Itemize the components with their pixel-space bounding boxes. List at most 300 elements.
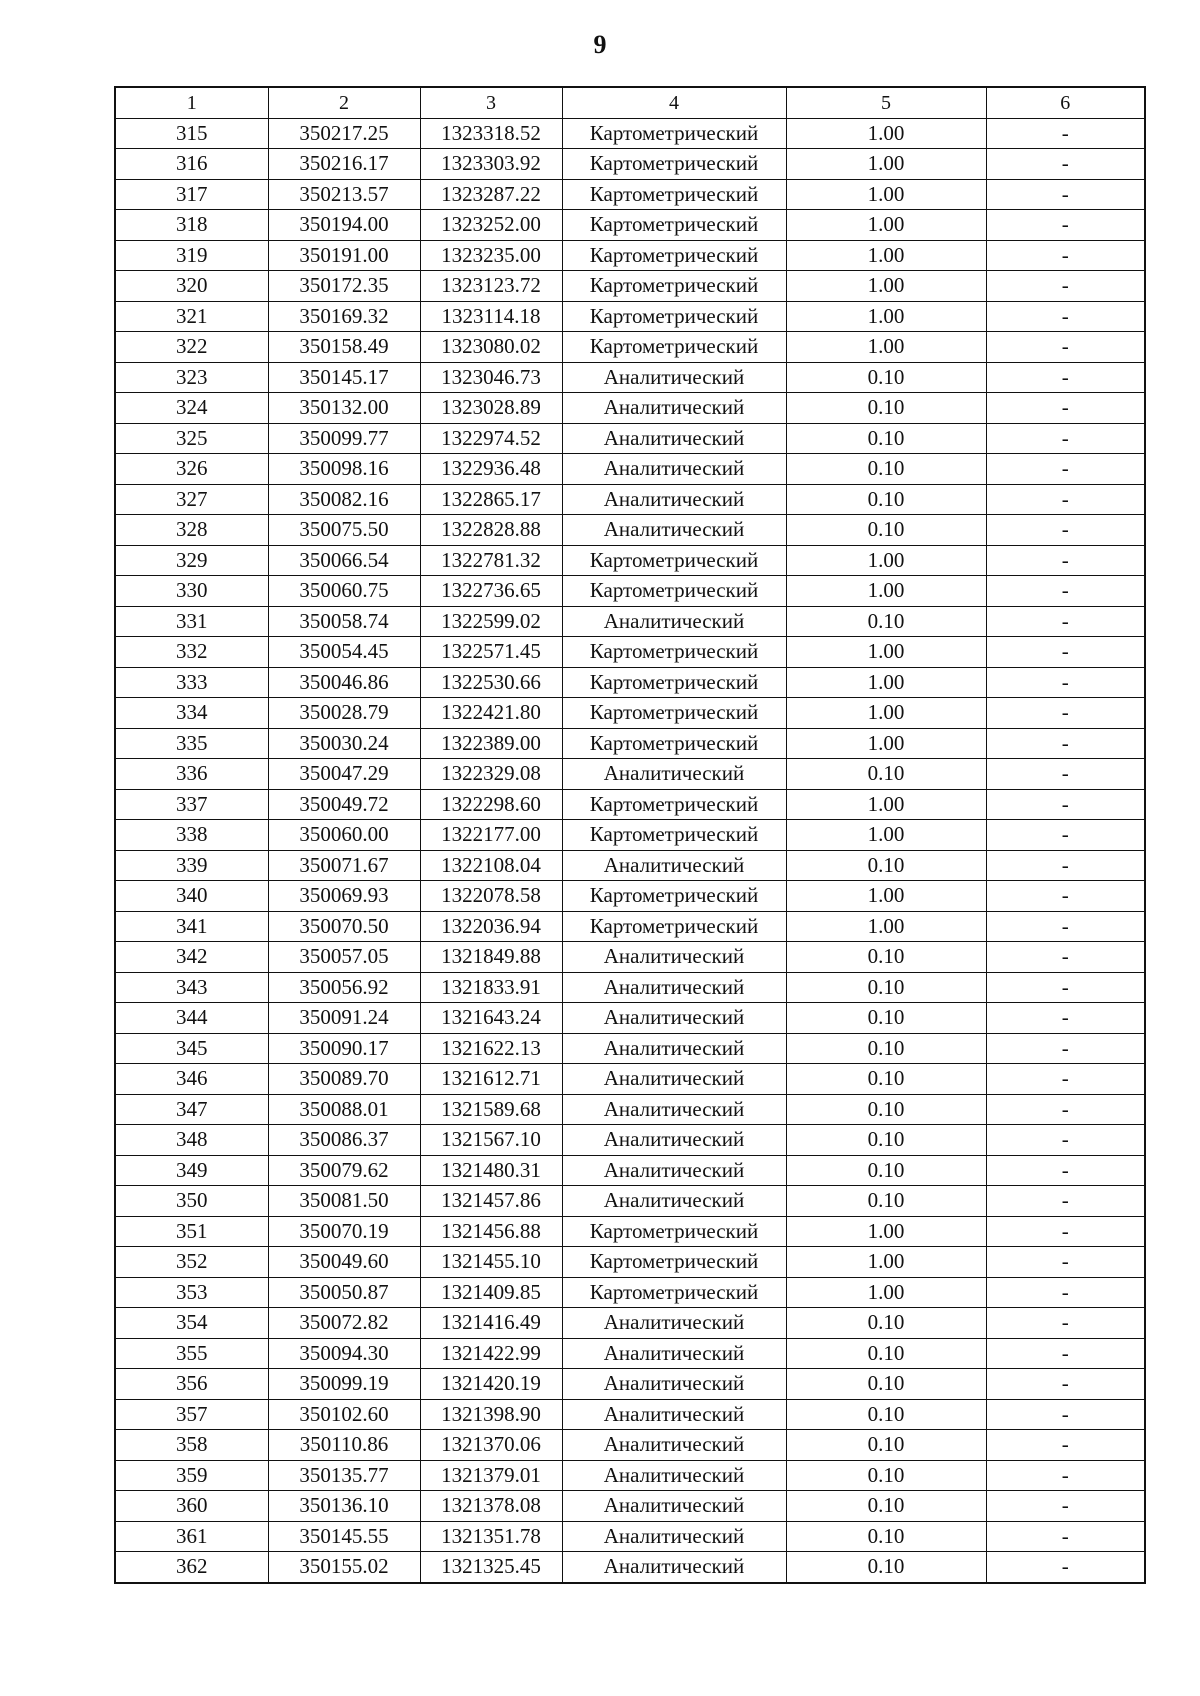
table-cell-col-2: 350155.02 [268,1552,420,1583]
table-cell-col-3: 1321422.99 [420,1338,562,1369]
table-cell-col-1: 345 [115,1033,268,1064]
table-cell-col-3: 1323080.02 [420,332,562,363]
table-cell-col-1: 323 [115,362,268,393]
table-cell-col-6: - [986,881,1145,912]
table-cell-col-4: Аналитический [562,362,786,393]
table-cell-col-5: 1.00 [786,301,986,332]
table-cell-col-4: Картометрический [562,1277,786,1308]
table-cell-col-3: 1322530.66 [420,667,562,698]
table-cell-col-6: - [986,850,1145,881]
table-cell-col-3: 1321643.24 [420,1003,562,1034]
table-row [115,1064,1145,1095]
table-cell-col-4: Картометрический [562,1216,786,1247]
table-cell-col-6: - [986,454,1145,485]
table-cell-col-3: 1321833.91 [420,972,562,1003]
table-cell-col-6: - [986,972,1145,1003]
table-cell-col-2: 350099.77 [268,423,420,454]
table-cell-col-5: 1.00 [786,118,986,149]
table-cell-col-2: 350081.50 [268,1186,420,1217]
table-cell-col-2: 350191.00 [268,240,420,271]
column-header-4: 4 [562,87,786,118]
table-cell-col-2: 350135.77 [268,1460,420,1491]
table-cell-col-4: Картометрический [562,118,786,149]
table-cell-col-3: 1322177.00 [420,820,562,851]
table-row [115,515,1145,546]
table-cell-col-5: 1.00 [786,789,986,820]
table-cell-col-3: 1321612.71 [420,1064,562,1095]
table-cell-col-6: - [986,1399,1145,1430]
table-cell-col-4: Аналитический [562,1491,786,1522]
table-cell-col-1: 319 [115,240,268,271]
table-cell-col-4: Картометрический [562,698,786,729]
table-body [115,118,1145,1583]
table-row [115,1491,1145,1522]
table-cell-col-2: 350066.54 [268,545,420,576]
table-cell-col-4: Картометрический [562,881,786,912]
table-cell-col-3: 1323028.89 [420,393,562,424]
table-row [115,728,1145,759]
table-cell-col-3: 1322298.60 [420,789,562,820]
table-cell-col-1: 332 [115,637,268,668]
table-cell-col-4: Аналитический [562,1155,786,1186]
table-cell-col-5: 0.10 [786,1155,986,1186]
table-cell-col-1: 341 [115,911,268,942]
column-header-1: 1 [115,87,268,118]
table-cell-col-6: - [986,576,1145,607]
table-cell-col-3: 1323303.92 [420,149,562,180]
table-row [115,149,1145,180]
table-row [115,118,1145,149]
table-cell-col-6: - [986,637,1145,668]
table-cell-col-2: 350216.17 [268,149,420,180]
table-cell-col-2: 350194.00 [268,210,420,241]
table-cell-col-6: - [986,1155,1145,1186]
table-cell-col-5: 1.00 [786,728,986,759]
table-cell-col-6: - [986,210,1145,241]
table-cell-col-3: 1321398.90 [420,1399,562,1430]
table-cell-col-3: 1322571.45 [420,637,562,668]
table-cell-col-2: 350102.60 [268,1399,420,1430]
table-cell-col-4: Аналитический [562,454,786,485]
table-cell-col-3: 1322329.08 [420,759,562,790]
table-cell-col-3: 1323252.00 [420,210,562,241]
table-cell-col-2: 350213.57 [268,179,420,210]
table-cell-col-6: - [986,1125,1145,1156]
table-cell-col-3: 1323114.18 [420,301,562,332]
table-row [115,1552,1145,1583]
table-row [115,332,1145,363]
table-cell-col-3: 1322828.88 [420,515,562,546]
table-cell-col-2: 350070.50 [268,911,420,942]
table-cell-col-6: - [986,1247,1145,1278]
table-cell-col-4: Картометрический [562,240,786,271]
table-cell-col-5: 1.00 [786,637,986,668]
table-cell-col-4: Аналитический [562,1369,786,1400]
table-cell-col-3: 1321378.08 [420,1491,562,1522]
table-cell-col-4: Картометрический [562,728,786,759]
table-cell-col-2: 350060.75 [268,576,420,607]
table-row [115,1277,1145,1308]
table-row [115,1369,1145,1400]
table-cell-col-1: 355 [115,1338,268,1369]
table-cell-col-3: 1321351.78 [420,1521,562,1552]
table-cell-col-1: 318 [115,210,268,241]
table-row [115,301,1145,332]
table-cell-col-4: Картометрический [562,545,786,576]
table-cell-col-5: 1.00 [786,576,986,607]
table-cell-col-1: 360 [115,1491,268,1522]
table-cell-col-4: Аналитический [562,1399,786,1430]
table-cell-col-5: 1.00 [786,545,986,576]
table-cell-col-6: - [986,1003,1145,1034]
table-cell-col-1: 334 [115,698,268,729]
table-row [115,576,1145,607]
table-row [115,850,1145,881]
table-row [115,362,1145,393]
table-cell-col-4: Картометрический [562,576,786,607]
table-row [115,423,1145,454]
table-cell-col-1: 346 [115,1064,268,1095]
table-row [115,1125,1145,1156]
table-cell-col-1: 335 [115,728,268,759]
table-cell-col-1: 352 [115,1247,268,1278]
table-cell-col-4: Аналитический [562,1094,786,1125]
table-cell-col-3: 1322865.17 [420,484,562,515]
table-cell-col-6: - [986,393,1145,424]
table-cell-col-5: 1.00 [786,667,986,698]
table-row [115,698,1145,729]
table-row [115,1033,1145,1064]
table-cell-col-4: Картометрический [562,789,786,820]
table-cell-col-6: - [986,362,1145,393]
table-row [115,1094,1145,1125]
table-cell-col-2: 350058.74 [268,606,420,637]
table-cell-col-1: 317 [115,179,268,210]
table-cell-col-4: Картометрический [562,179,786,210]
table-row [115,637,1145,668]
table-cell-col-4: Картометрический [562,667,786,698]
table-cell-col-5: 1.00 [786,911,986,942]
table-cell-col-1: 348 [115,1125,268,1156]
table-cell-col-5: 0.10 [786,1460,986,1491]
table-cell-col-5: 0.10 [786,1308,986,1339]
table-cell-col-6: - [986,1552,1145,1583]
table-cell-col-2: 350079.62 [268,1155,420,1186]
table-cell-col-5: 1.00 [786,240,986,271]
table-cell-col-3: 1321589.68 [420,1094,562,1125]
table-cell-col-5: 0.10 [786,1338,986,1369]
table-cell-col-5: 1.00 [786,881,986,912]
table-cell-col-1: 343 [115,972,268,1003]
table-cell-col-4: Аналитический [562,1033,786,1064]
table-cell-col-5: 0.10 [786,454,986,485]
table-cell-col-1: 361 [115,1521,268,1552]
table-cell-col-6: - [986,820,1145,851]
table-cell-col-3: 1321420.19 [420,1369,562,1400]
table-cell-col-5: 0.10 [786,515,986,546]
table-cell-col-2: 350050.87 [268,1277,420,1308]
table-row [115,271,1145,302]
table-cell-col-6: - [986,1033,1145,1064]
table-cell-col-5: 0.10 [786,1125,986,1156]
table-cell-col-1: 330 [115,576,268,607]
table-cell-col-5: 1.00 [786,332,986,363]
table-cell-col-3: 1321455.10 [420,1247,562,1278]
table-cell-col-1: 336 [115,759,268,790]
table-cell-col-1: 337 [115,789,268,820]
table-cell-col-6: - [986,332,1145,363]
table-cell-col-5: 0.10 [786,606,986,637]
table-cell-col-4: Картометрический [562,332,786,363]
table-cell-col-1: 350 [115,1186,268,1217]
table-row [115,820,1145,851]
table-cell-col-6: - [986,515,1145,546]
table-cell-col-6: - [986,606,1145,637]
table-cell-col-4: Картометрический [562,301,786,332]
table-cell-col-4: Картометрический [562,210,786,241]
table-cell-col-5: 0.10 [786,1094,986,1125]
table-cell-col-4: Аналитический [562,1003,786,1034]
table-cell-col-1: 347 [115,1094,268,1125]
table-cell-col-4: Аналитический [562,1308,786,1339]
table-cell-col-2: 350069.93 [268,881,420,912]
table-cell-col-4: Аналитический [562,1186,786,1217]
table-cell-col-1: 353 [115,1277,268,1308]
table-cell-col-6: - [986,698,1145,729]
table-cell-col-5: 0.10 [786,759,986,790]
table-cell-col-2: 350049.60 [268,1247,420,1278]
table-cell-col-2: 350110.86 [268,1430,420,1461]
table-cell-col-4: Аналитический [562,606,786,637]
table-cell-col-1: 351 [115,1216,268,1247]
table-cell-col-1: 327 [115,484,268,515]
table-cell-col-5: 0.10 [786,484,986,515]
table-row [115,484,1145,515]
table-row [115,759,1145,790]
column-header-2: 2 [268,87,420,118]
table-cell-col-5: 0.10 [786,1064,986,1095]
table-cell-col-3: 1322974.52 [420,423,562,454]
table-cell-col-6: - [986,1521,1145,1552]
table-cell-col-5: 0.10 [786,1552,986,1583]
table-cell-col-6: - [986,1369,1145,1400]
table-row [115,1186,1145,1217]
table-row [115,179,1145,210]
table-cell-col-6: - [986,271,1145,302]
table-cell-col-4: Аналитический [562,1552,786,1583]
table-cell-col-4: Аналитический [562,484,786,515]
table-cell-col-4: Аналитический [562,1338,786,1369]
table-cell-col-6: - [986,1064,1145,1095]
table-cell-col-2: 350070.19 [268,1216,420,1247]
table-row [115,942,1145,973]
table-cell-col-3: 1323318.52 [420,118,562,149]
table-cell-col-1: 316 [115,149,268,180]
table-cell-col-6: - [986,1338,1145,1369]
table-cell-col-5: 0.10 [786,1003,986,1034]
table-cell-col-4: Картометрический [562,271,786,302]
table-cell-col-1: 356 [115,1369,268,1400]
table-row [115,1216,1145,1247]
table-cell-col-1: 354 [115,1308,268,1339]
table-cell-col-4: Аналитический [562,515,786,546]
table-cell-col-1: 328 [115,515,268,546]
table-cell-col-2: 350082.16 [268,484,420,515]
table-cell-col-1: 324 [115,393,268,424]
table-cell-col-2: 350072.82 [268,1308,420,1339]
table-cell-col-2: 350086.37 [268,1125,420,1156]
table-cell-col-2: 350145.55 [268,1521,420,1552]
table-cell-col-5: 1.00 [786,1277,986,1308]
table-cell-col-5: 0.10 [786,972,986,1003]
table-cell-col-1: 322 [115,332,268,363]
table-cell-col-2: 350056.92 [268,972,420,1003]
table-cell-col-6: - [986,240,1145,271]
table-cell-col-4: Картометрический [562,911,786,942]
table-cell-col-3: 1322421.80 [420,698,562,729]
table-cell-col-5: 1.00 [786,149,986,180]
table-row [115,545,1145,576]
table-cell-col-6: - [986,1460,1145,1491]
table-cell-col-5: 0.10 [786,1399,986,1430]
table-cell-col-3: 1322389.00 [420,728,562,759]
page-number: 9 [593,30,607,59]
table-cell-col-1: 349 [115,1155,268,1186]
table-cell-col-3: 1322936.48 [420,454,562,485]
table-cell-col-4: Аналитический [562,850,786,881]
table-cell-col-1: 338 [115,820,268,851]
table-row [115,911,1145,942]
table-cell-col-3: 1321370.06 [420,1430,562,1461]
table-cell-col-4: Аналитический [562,1430,786,1461]
table-cell-col-6: - [986,1216,1145,1247]
table-cell-col-6: - [986,423,1145,454]
table-cell-col-5: 1.00 [786,179,986,210]
table-cell-col-4: Аналитический [562,1460,786,1491]
table-cell-col-6: - [986,484,1145,515]
table-cell-col-3: 1322736.65 [420,576,562,607]
table-cell-col-5: 1.00 [786,1216,986,1247]
table-cell-col-2: 350075.50 [268,515,420,546]
table-cell-col-1: 320 [115,271,268,302]
table-cell-col-4: Аналитический [562,1521,786,1552]
table-cell-col-3: 1321622.13 [420,1033,562,1064]
table-cell-col-5: 0.10 [786,423,986,454]
table-cell-col-2: 350057.05 [268,942,420,973]
table-cell-col-4: Картометрический [562,1247,786,1278]
table-cell-col-6: - [986,149,1145,180]
table-cell-col-6: - [986,789,1145,820]
table-cell-col-2: 350136.10 [268,1491,420,1522]
table-row [115,972,1145,1003]
table-cell-col-3: 1322036.94 [420,911,562,942]
table-cell-col-1: 357 [115,1399,268,1430]
table-cell-col-3: 1323046.73 [420,362,562,393]
table-row [115,1460,1145,1491]
table-row [115,1247,1145,1278]
column-header-5: 5 [786,87,986,118]
table-cell-col-3: 1323287.22 [420,179,562,210]
table-cell-col-6: - [986,759,1145,790]
coordinates-table [114,86,1146,1584]
table-cell-col-2: 350132.00 [268,393,420,424]
table-cell-col-1: 326 [115,454,268,485]
table-row [115,210,1145,241]
table-cell-col-5: 1.00 [786,820,986,851]
table-cell-col-2: 350169.32 [268,301,420,332]
table-cell-col-5: 1.00 [786,210,986,241]
table-cell-col-5: 1.00 [786,271,986,302]
table-cell-col-3: 1321325.45 [420,1552,562,1583]
table-row [115,1399,1145,1430]
table-cell-col-5: 0.10 [786,362,986,393]
table-cell-col-4: Аналитический [562,1125,786,1156]
table-cell-col-6: - [986,1491,1145,1522]
table-cell-col-2: 350049.72 [268,789,420,820]
table-cell-col-3: 1321849.88 [420,942,562,973]
table-cell-col-2: 350054.45 [268,637,420,668]
header-row [115,87,1145,118]
table-cell-col-1: 329 [115,545,268,576]
table-cell-col-3: 1322599.02 [420,606,562,637]
table-cell-col-6: - [986,942,1145,973]
table-header [115,87,1145,118]
table-cell-col-2: 350088.01 [268,1094,420,1125]
table-cell-col-6: - [986,911,1145,942]
table-cell-col-2: 350071.67 [268,850,420,881]
table-row [115,240,1145,271]
table-cell-col-6: - [986,118,1145,149]
table-cell-col-3: 1321480.31 [420,1155,562,1186]
table-cell-col-3: 1322781.32 [420,545,562,576]
table-cell-col-3: 1323235.00 [420,240,562,271]
table-cell-col-1: 325 [115,423,268,454]
table-cell-col-2: 350091.24 [268,1003,420,1034]
table-cell-col-6: - [986,1308,1145,1339]
table-cell-col-4: Картометрический [562,149,786,180]
table-cell-col-1: 331 [115,606,268,637]
table-cell-col-1: 359 [115,1460,268,1491]
table-row [115,881,1145,912]
table-row [115,1521,1145,1552]
table-cell-col-1: 344 [115,1003,268,1034]
table-cell-col-4: Аналитический [562,1064,786,1095]
table-cell-col-2: 350030.24 [268,728,420,759]
table-row [115,393,1145,424]
table-cell-col-5: 0.10 [786,393,986,424]
table-cell-col-5: 0.10 [786,1033,986,1064]
table-cell-col-2: 350047.29 [268,759,420,790]
table-cell-col-2: 350046.86 [268,667,420,698]
table-cell-col-3: 1321409.85 [420,1277,562,1308]
table-cell-col-3: 1322078.58 [420,881,562,912]
table-cell-col-3: 1321567.10 [420,1125,562,1156]
table-cell-col-3: 1323123.72 [420,271,562,302]
table-cell-col-6: - [986,1430,1145,1461]
table-cell-col-4: Аналитический [562,393,786,424]
table-cell-col-4: Картометрический [562,820,786,851]
table-cell-col-2: 350089.70 [268,1064,420,1095]
table-row [115,667,1145,698]
table-cell-col-3: 1321379.01 [420,1460,562,1491]
table-cell-col-6: - [986,1186,1145,1217]
table-cell-col-1: 342 [115,942,268,973]
table-cell-col-5: 0.10 [786,1369,986,1400]
table-cell-col-5: 0.10 [786,1186,986,1217]
table-row [115,454,1145,485]
table-cell-col-6: - [986,545,1145,576]
table-row [115,1430,1145,1461]
